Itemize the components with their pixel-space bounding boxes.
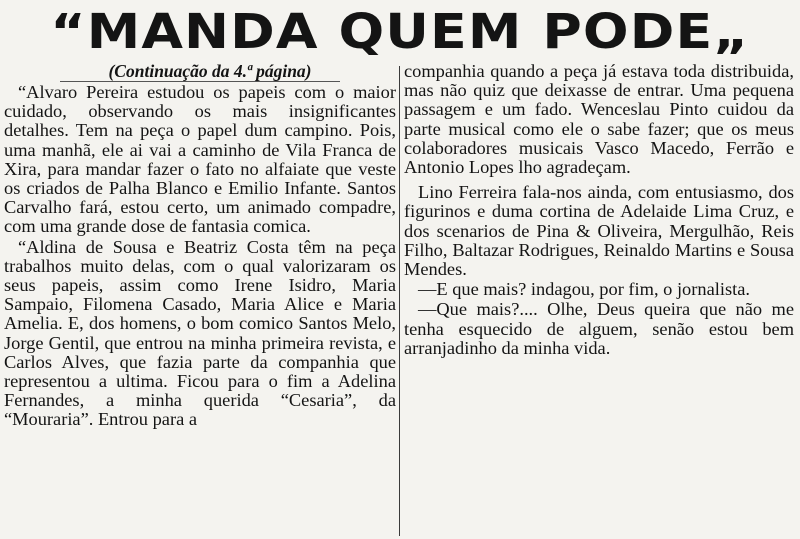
column-divider [399, 66, 400, 536]
continuation-rule [60, 81, 340, 82]
paragraph: Lino Ferreira fala-nos ainda, com entusiasmo, dos figurinos e duma cortina de Adelaide Lima Cruz, e dos scenarios de Pina & Oliveira, Mergulhão, Reis Filho, Baltazar Rodrigues, Reinaldo Martins e Sousa Mendes. [404, 182, 794, 280]
paragraph: —E que mais? indagou, por fim, o jornalista. [418, 279, 750, 300]
right-column [404, 62, 794, 358]
article-headline: “MANDA QUEM PODE„ [50, 4, 750, 60]
paragraph: “Alvaro Pereira estudou os papeis com o maior cuidado, observando os mais insignificantes detalhes. Tem na peça o papel dum campino. Pois, uma manhã, ele ai vai a caminho de Vila Franca de Xira, para mandar fazer o fato no alfaiate que veste os criados de Palha Blanco e Emilio Infante. Santos Carvalho fará, estou certo, um animado compadre, com uma grande dose de fantasia comica. [4, 82, 396, 237]
left-column [4, 60, 396, 430]
continuation-note: (Continuação da 4.ª página) [108, 61, 312, 81]
paragraph: companhia quando a peça já estava toda distribuida, mas não quiz que deixasse de entrar. Uma pequena passagem e um fado. Wenceslau Pinto cuidou da parte musical como ele o sabe fazer; que os meus colaboradores musicais Vasco Macedo, Ferrão e Antonio Lopes lho agradeçam. [404, 61, 794, 178]
paragraph: —Que mais?.... Olhe, Deus queira que não me tenha esquecido de alguem, senão estou bem arranjadinho da minha vida. [404, 299, 794, 358]
paragraph: “Aldina de Sousa e Beatriz Costa têm na peça trabalhos muito delas, com o qual valorizaram os seus papeis, assim como Irene Isidro, Maria Sampaio, Filomena Casado, Maria Alice e Maria Amelia. E, dos homens, o bom comico Santos Melo, Jorge Gentil, que entrou na minha primeira revista, e Carlos Alves, que fazia parte da companhia que representou a ultima. Ficou para o fim a Adelina Fernandes, a minha querida “Cesaria”, da “Mouraria”. Entrou para a [4, 236, 396, 430]
